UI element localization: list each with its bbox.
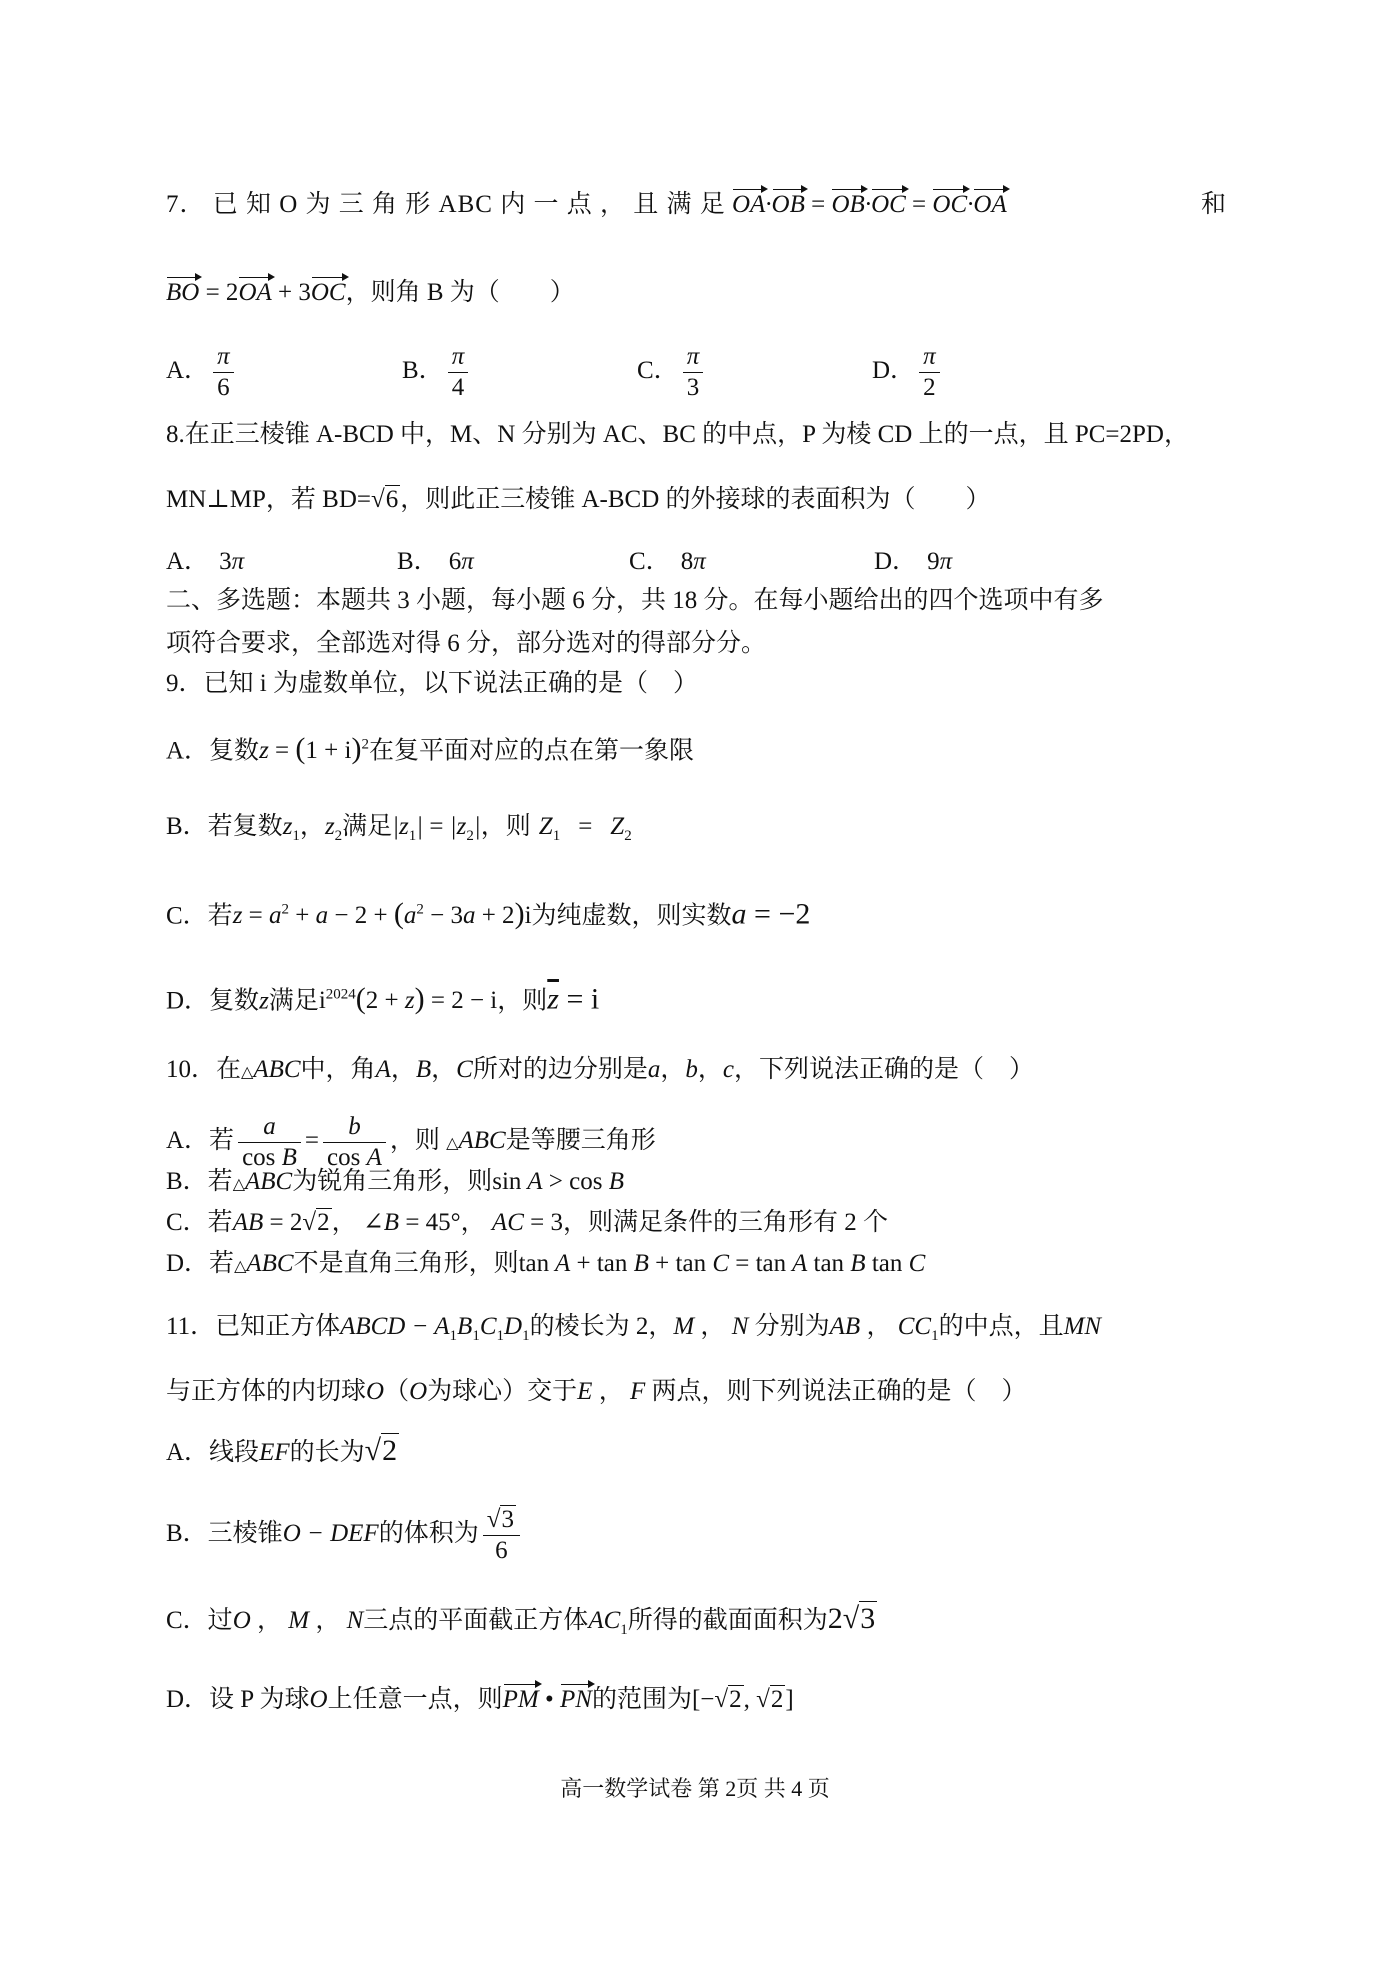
q10-c-formula: AB = 2√2， ∠B = 45°， AC = 3 xyxy=(232,1209,563,1236)
q7-option-a-den: 6 xyxy=(213,372,234,403)
q8-prefix: MN⊥MP，若 BD= xyxy=(166,486,372,513)
q9-b-formula: $|z_1| = |z_2|$ xyxy=(392,813,481,844)
section2-line2: 项符合要求，全部选对得 6 分，部分选对的得部分分。 xyxy=(166,630,767,657)
q10-d-mid: 不是直角三角形，则 xyxy=(293,1250,519,1277)
q7-line1 xyxy=(166,188,1226,222)
q9-option-c[interactable] xyxy=(166,893,810,933)
q8-line1: 8.在正三棱锥 A-BCD 中，M、N 分别为 AC、BC 的中点，P 为棱 CD 上的一点，且 PC=2PD， xyxy=(166,421,1189,448)
q10-d-formula: tan A + tan B + tan C = tan A tan B tan C xyxy=(518,1250,926,1277)
q9-b-then: ，则 xyxy=(480,813,531,840)
q7-option-a-fraction: $\frac{\pi}{6}$ xyxy=(213,342,234,403)
q7-vector-formula: BO = 2OA + 3OC xyxy=(166,279,346,306)
q10-stem: 10．在△ABC中，角A，B，C所对的边分别是a，b，c，下列说法正确的是（ ） xyxy=(166,1056,1035,1083)
q8-option-b[interactable]: B． 6π xyxy=(397,548,474,575)
q10-c-prefix: C．若 xyxy=(166,1209,233,1236)
q11-line2-a: 与正方体的内切球 xyxy=(166,1378,367,1405)
q11-line2-c: 为球心）交于 xyxy=(427,1378,578,1405)
q9-b-prefix: B．若复数 xyxy=(166,813,283,840)
option-c-label: C． xyxy=(629,548,671,575)
q9-option-a[interactable] xyxy=(166,728,694,768)
q11-c-mid: 三点的平面截正方体 xyxy=(363,1607,589,1634)
q7-option-d-den: 2 xyxy=(919,372,940,403)
q11-a-value: √2 xyxy=(364,1434,398,1467)
q11-a-prefix: A．线段 xyxy=(166,1439,260,1466)
q11-line1-b: 的棱长为 2， xyxy=(529,1313,674,1340)
q10-b-formula: sin A > cos B xyxy=(492,1168,624,1195)
q7-option-c-fraction: $\frac{\pi}{3}$ xyxy=(683,342,704,403)
q11-d-range: [−√2, √2] xyxy=(691,1686,794,1713)
q10-a-suffix: 是等腰三角形 xyxy=(505,1127,656,1155)
q10-stem-a: 10．在 xyxy=(166,1056,242,1083)
q9-c-answer: a = −2 xyxy=(731,897,811,931)
q8-question-text: ，则此正三棱锥 A-BCD 的外接球的表面积为（ ） xyxy=(400,486,991,513)
q11-option-d[interactable]: D．设 P 为球O上任意一点，则PM • PN的范围为[−√2, √2] xyxy=(166,1683,794,1717)
q11-line2-b: （ xyxy=(384,1378,410,1405)
q9-d-prefix: D．复数 xyxy=(166,987,260,1015)
q11-c-prefix: C．过 xyxy=(166,1607,233,1634)
page-footer: 高一数学试卷 第 2页 共 4 页 xyxy=(560,1776,830,1801)
q9-b-conclusion: $Z_1 = Z_2$ xyxy=(538,813,632,844)
option-c-label: C． xyxy=(637,357,679,385)
q7-option-b[interactable] xyxy=(402,342,472,403)
q8-option-d-value: 9 xyxy=(927,548,940,575)
q10-b-prefix: B．若 xyxy=(166,1168,233,1195)
q11-option-a[interactable]: A．线段EF的长为√2 xyxy=(166,1434,398,1467)
q11-line2-d: 两点，则下列说法正确的是（ ） xyxy=(651,1378,1027,1405)
q10-option-a[interactable]: A．若 $\frac{a}{\text{cos B}}$ = $\frac{b}{\text{cos A}}$ ，则 △ABC是等腰三角形 xyxy=(166,1113,656,1171)
sqrt6: √6 xyxy=(371,486,399,513)
q11-c-value: 2√3 xyxy=(827,1602,876,1635)
q9-c-prefix: C．若 xyxy=(166,902,233,930)
q10-a-frac2: $\frac{b}{\text{cos A}}$ xyxy=(323,1112,386,1173)
q9-b-mid: 满足 xyxy=(342,813,393,840)
q10-d-prefix: D．若 xyxy=(166,1250,235,1277)
option-a-label: A． xyxy=(166,548,210,575)
q10-c-suffix: ，则满足条件的三角形有 2 个 xyxy=(562,1209,888,1236)
q9-a-formula: $z = (1 + i)^2$ xyxy=(259,732,369,766)
q7-stem-text: 7． 已 知 O 为 三 角 形 ABC 内 一 点 ， 且 满 足 xyxy=(166,191,726,218)
q9-d-conclusion: $\overline{z} = i$ xyxy=(547,982,600,1016)
option-d-label: D． xyxy=(874,548,918,575)
q11-d-suffix: 的范围为 xyxy=(591,1686,692,1713)
q11-option-b[interactable]: B．三棱锥O − DEF的体积为 $\frac{√3}{6}$ xyxy=(166,1505,524,1566)
q7-option-b-den: 4 xyxy=(448,372,469,403)
q11-line1: 11．已知正方体ABCD − $A_1B_1C_1D_1$的棱长为 2，M ， N 分别为AB ， $CC_1$的中点，且MN xyxy=(166,1313,1102,1344)
q10-stem-d: ，下列说法正确的是（ ） xyxy=(734,1056,1035,1083)
section2-line1: 二、多选题：本题共 3 小题，每小题 6 分，共 18 分。在每小题给出的四个选项中有多 xyxy=(166,587,1104,614)
q11-d-formula: PM • PN xyxy=(503,1686,592,1713)
q8-option-c-value: 8 xyxy=(680,548,694,575)
q8-option-d[interactable]: D． 9π xyxy=(874,548,953,575)
q9-stem: 9．已知 i 为虚数单位，以下说法正确的是（ ） xyxy=(166,670,698,697)
q7-option-d-fraction: $\frac{\pi}{2}$ xyxy=(919,342,940,403)
q7-option-a[interactable] xyxy=(166,342,238,403)
q9-d-then: ，则 xyxy=(497,987,548,1015)
q11-d-mid: 上任意一点，则 xyxy=(327,1686,503,1713)
q7-option-d[interactable] xyxy=(872,342,944,403)
q10-stem-c: 所对的边分别是 xyxy=(472,1056,648,1083)
q11-line1-d: 的中点，且 xyxy=(938,1313,1064,1340)
q7-condition-formula: OA·OB = OB·OC = OC·OA xyxy=(732,191,1007,218)
q9-a-suffix: 在复平面对应的点在第一象限 xyxy=(368,737,694,765)
q9-c-formula: $z = a^2 + a - 2 + (a^2 - 3a + 2)i$ xyxy=(232,897,532,931)
q8-option-b-value: 6 xyxy=(448,548,462,575)
q9-a-prefix: A．复数 xyxy=(166,737,260,765)
q11-line1-a: 11．已知正方体 xyxy=(166,1313,341,1340)
q11-c-suffix: 所得的截面面积为 xyxy=(627,1607,828,1634)
q10-b-mid: 为锐角三角形，则 xyxy=(292,1168,493,1195)
q7-option-c-den: 3 xyxy=(683,372,704,403)
q11-b-mid: 的体积为 xyxy=(378,1520,479,1548)
q11-a-mid: 的长为 xyxy=(289,1439,365,1466)
q8-option-a-value: 3 xyxy=(219,548,232,575)
q11-line2: 与正方体的内切球O（O为球心）交于E ， F 两点，则下列说法正确的是（ ） xyxy=(166,1378,1027,1405)
q10-option-d[interactable]: D．若△ABC不是直角三角形，则tan A + tan B + tan C = tan A tan B tan C xyxy=(166,1250,926,1277)
q7-line2 xyxy=(166,276,575,310)
q10-option-b[interactable]: B．若△ABC为锐角三角形，则sin A > cos B xyxy=(166,1168,624,1195)
q11-line1-c: 分别为 xyxy=(754,1313,830,1340)
q11-b-value: $\frac{√3}{6}$ xyxy=(483,1505,520,1566)
q8-line2 xyxy=(166,483,991,517)
q11-b-prefix: B．三棱锥 xyxy=(166,1520,283,1548)
q9-option-b[interactable]: B．若复数$z_1$，$z_2$满足$|z_1| = |z_2|$，则 $Z_1 = Z_2$ xyxy=(166,813,632,844)
q9-d-formula: $i^{2024}(2 + z) = 2 - i$ xyxy=(318,982,498,1016)
q9-option-d[interactable]: D．复数z满足$i^{2024}(2 + z) = 2 - i$，则$\overline{z} = i$ xyxy=(166,982,600,1016)
q7-option-c[interactable] xyxy=(637,342,707,403)
q9-d-mid: 满足 xyxy=(268,987,319,1015)
q10-a-frac1: $\frac{a}{\text{cos B}}$ xyxy=(238,1112,301,1173)
q10-a-prefix: A．若 xyxy=(166,1127,235,1155)
q11-option-c[interactable]: C．过O ， M ， N三点的平面截正方体$AC_1$所得的截面面积为2√3 xyxy=(166,1602,876,1638)
option-b-label: B． xyxy=(397,548,439,575)
q7-option-b-fraction: $\frac{\pi}{4}$ xyxy=(448,342,469,403)
q8-option-c[interactable]: C． 8π xyxy=(629,548,706,575)
q7-question-text: ，则角 B 为（ ） xyxy=(345,279,575,306)
q10-stem-b: 中，角 xyxy=(300,1056,376,1083)
q10-option-c[interactable] xyxy=(166,1206,888,1240)
option-a-label: A． xyxy=(166,357,210,385)
q9-c-mid: 为纯虚数，则实数 xyxy=(531,902,732,930)
q11-d-prefix: D．设 P 为球 xyxy=(166,1686,310,1713)
q7-and-text: 和 xyxy=(1200,191,1226,218)
q8-option-a[interactable]: A． 3π xyxy=(166,548,245,575)
option-d-label: D． xyxy=(872,357,916,385)
option-b-label: B． xyxy=(402,357,444,385)
